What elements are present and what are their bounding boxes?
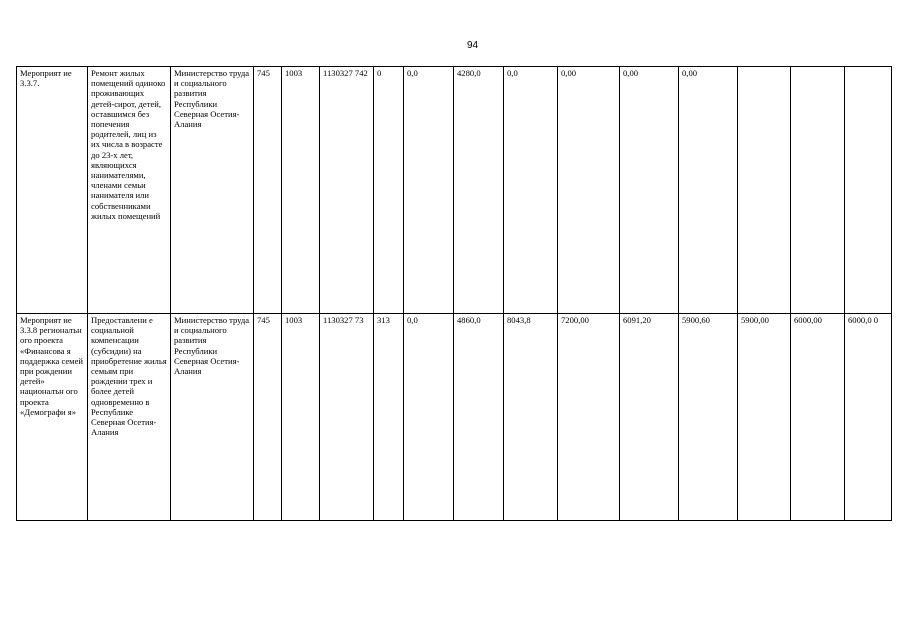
rzpr-cell: 1003 xyxy=(282,67,320,314)
value-cell: 0,00 xyxy=(679,67,738,314)
executor-cell: Министерство труда и социального развития Республики Северная Осетия-Алания xyxy=(171,67,254,314)
description-cell: Предоставлени е социальной компенсации (субсидии) на приобретение жилья семьям при рождении трех и более детей одновременно в Республике Северная Осетия-Алания xyxy=(88,314,171,521)
event-cell: Мероприят ие 3.3.7. xyxy=(17,67,88,314)
value-cell: 0,00 xyxy=(620,67,679,314)
value-cell: 6000,00 xyxy=(791,314,845,521)
value-cell: 0,0 xyxy=(404,67,454,314)
program-table xyxy=(16,66,892,521)
vr-cell: 313 xyxy=(374,314,404,521)
vr-cell: 0 xyxy=(374,67,404,314)
executor-cell: Министерство труда и социального развития Республики Северная Осетия-Алания xyxy=(171,314,254,521)
value-cell: 4860,0 xyxy=(454,314,504,521)
value-cell: 5900,00 xyxy=(738,314,791,521)
event-cell: Мероприят ие 3.3.8 регионалън ого проекта «Финансова я поддержка семей при рождении детей» националън ого проекта «Демографи я» xyxy=(17,314,88,521)
rzpr-cell: 1003 xyxy=(282,314,320,521)
value-cell: 0,0 xyxy=(504,67,558,314)
value-cell xyxy=(845,67,892,314)
grbs-cell: 745 xyxy=(254,314,282,521)
table-row xyxy=(17,67,892,314)
grbs-cell: 745 xyxy=(254,67,282,314)
csr-cell: 1130327 73 xyxy=(320,314,374,521)
value-cell: 5900,60 xyxy=(679,314,738,521)
value-cell: 0,0 xyxy=(404,314,454,521)
page-number: 94 xyxy=(466,40,479,51)
table-row xyxy=(17,314,892,521)
value-cell xyxy=(791,67,845,314)
value-cell: 6091,20 xyxy=(620,314,679,521)
value-cell: 4280,0 xyxy=(454,67,504,314)
value-cell: 6000,0 0 xyxy=(845,314,892,521)
value-cell: 8043,8 xyxy=(504,314,558,521)
csr-cell: 1130327 742 xyxy=(320,67,374,314)
value-cell: 7200,00 xyxy=(558,314,620,521)
description-cell: Ремонт жилых помещений одиноко проживающих детей-сирот, детей, оставшимся без попечения родителей, лиц из их числа в возрасте до 23-х лет, являющихся нанимателями, членами семьи нанимателя или собственниками жилых помещений xyxy=(88,67,171,314)
value-cell: 0,00 xyxy=(558,67,620,314)
value-cell xyxy=(738,67,791,314)
